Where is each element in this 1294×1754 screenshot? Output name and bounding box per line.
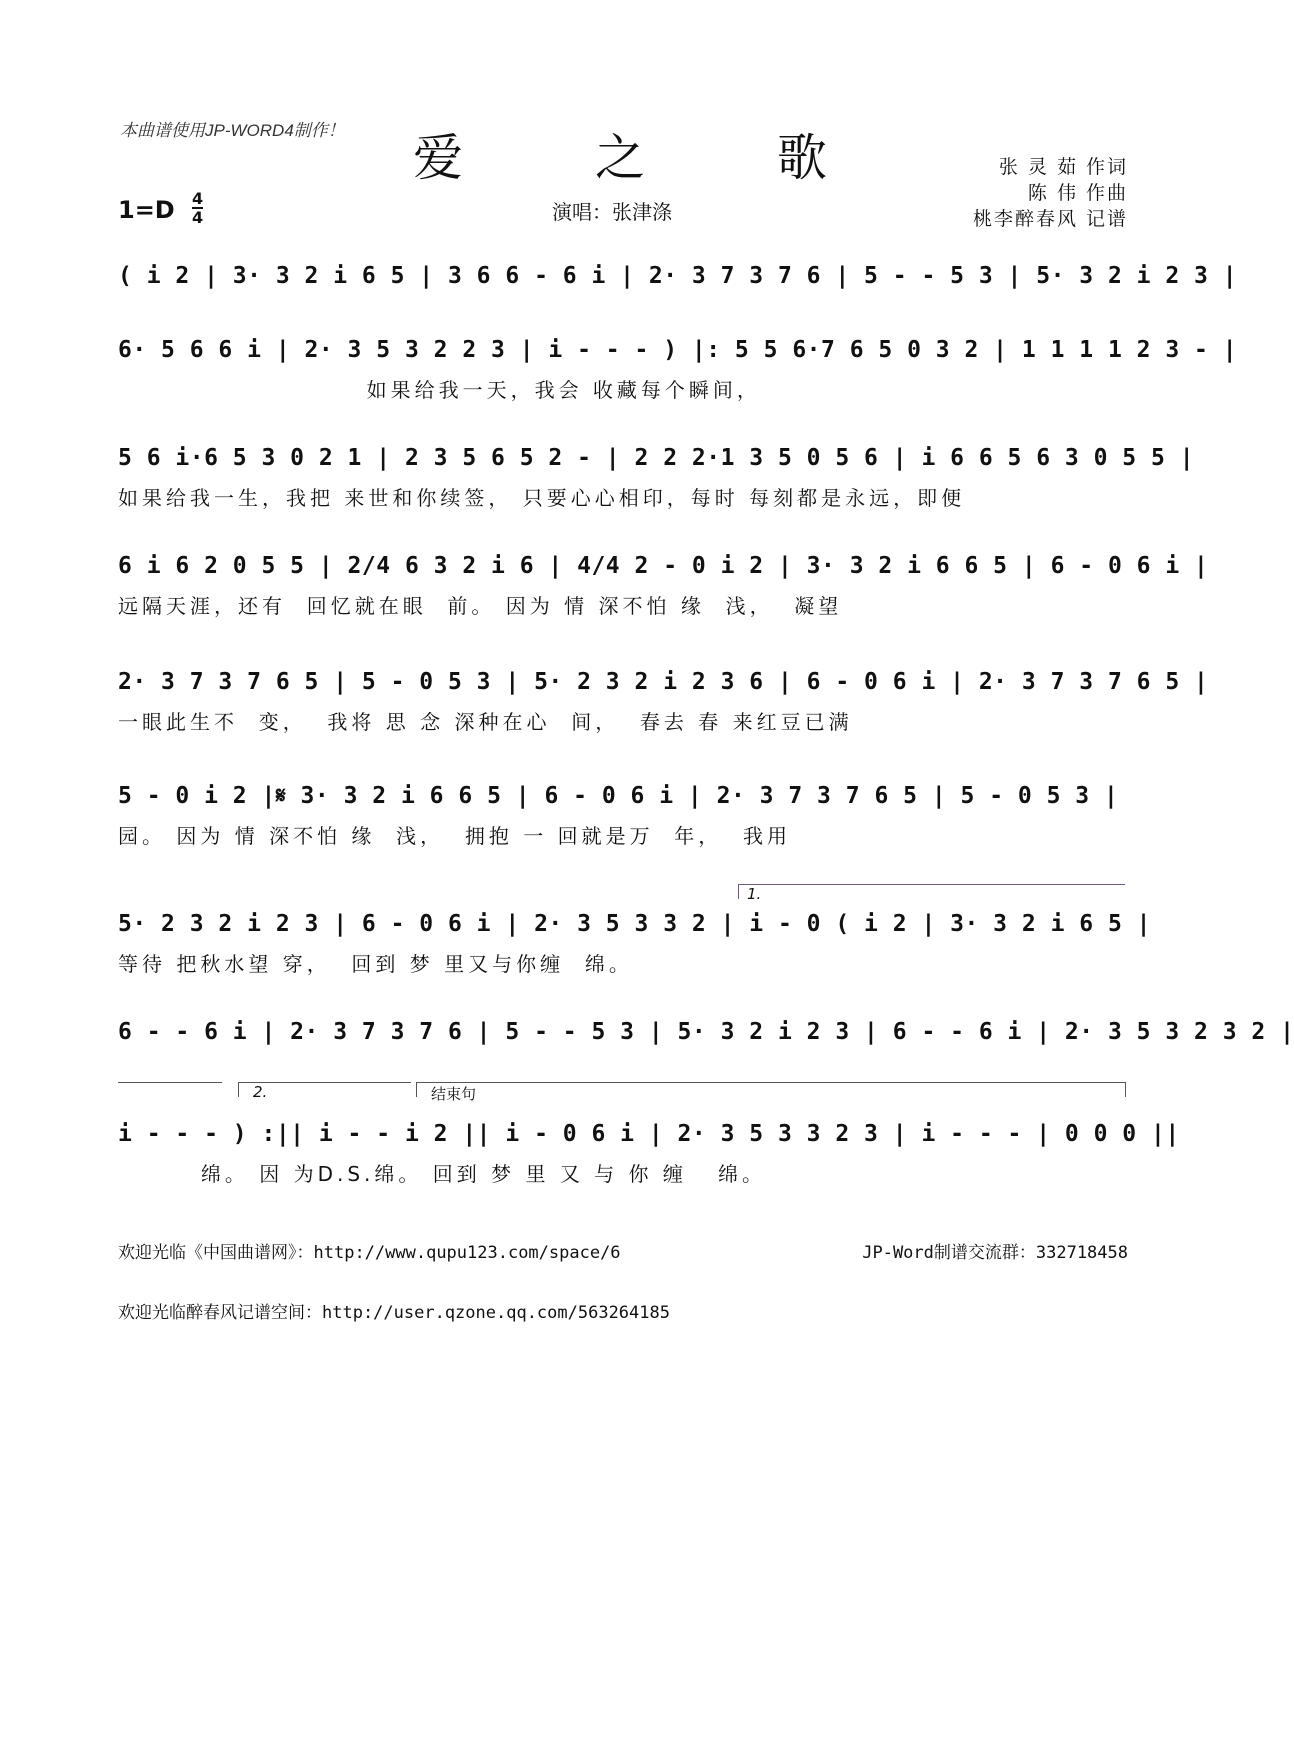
time-signature bbox=[192, 190, 203, 226]
notes-row: 5 6 i·6 5 3 0 2 1 | 2 3 5 6 5 2 - | 2 2 2·1 3 5 0 5 6 | i 6 6 5 6 3 0 5 5 | bbox=[118, 445, 1195, 471]
notes-row: 5· 2 3 2 i 2 3 | 6 - 0 6 i | 2· 3 5 3 3 2 | i - 0 ( i 2 | 3· 3 2 i 6 5 | bbox=[118, 911, 1151, 937]
key-label: 1=D bbox=[118, 196, 175, 224]
singer-label: 演唱：张津涤 bbox=[552, 200, 672, 224]
notes-row: 6 - - 6 i | 2· 3 7 3 7 6 | 5 - - 5 3 | 5· 3 2 i 2 3 | 6 - - 6 i | 2· 3 5 3 2 3 2 | bbox=[118, 1019, 1294, 1045]
lyricist-credit: 张 灵 茹 作词 bbox=[998, 156, 1128, 178]
composer-credit: 陈 伟 作曲 bbox=[1027, 182, 1128, 204]
made-with-note: 本曲谱使用JP-WORD4制作！ bbox=[120, 121, 345, 140]
notes-row: 6 i 6 2 0 5 5 | 2/4 6 3 2 i 6 | 4/4 2 - 0 i 2 | 3· 3 2 i 6 6 5 | 6 - 0 6 i | bbox=[118, 553, 1209, 579]
volta-second-label: 2. bbox=[253, 1083, 268, 1101]
repeat-line bbox=[118, 1082, 222, 1093]
footer-group: JP-Word制谱交流群：332718458 bbox=[862, 1243, 1128, 1263]
ending-bracket bbox=[416, 1082, 1126, 1103]
lyrics-row: 如果给我一生，我把 来世和你续签， 只要心心相印，每时 每刻都是永远，即便 bbox=[118, 486, 966, 510]
time-bottom: 4 bbox=[192, 208, 204, 227]
footer-site-link[interactable]: 欢迎光临《中国曲谱网》：http://www.qupu123.com/space/6 bbox=[118, 1243, 621, 1263]
notes-row: 2· 3 7 3 7 6 5 | 5 - 0 5 3 | 5· 2 3 2 i 2 3 6 | 6 - 0 6 i | 2· 3 7 3 7 6 5 | bbox=[118, 669, 1209, 695]
footer-space-link[interactable]: 欢迎光临醉春风记谱空间：http://user.qzone.qq.com/563264185 bbox=[118, 1303, 670, 1323]
notes-row: ( i 2 | 3· 3 2 i 6 5 | 3 6 6 - 6 i | 2· 3 7 3 7 6 | 5 - - 5 3 | 5· 3 2 i 2 3 | bbox=[118, 263, 1238, 289]
lyrics-row: 一眼此生不 变， 我将 思 念 深种在心 间， 春去 春 来红豆已满 bbox=[118, 710, 853, 734]
notes-row: 6· 5 6 6 i | 2· 3 5 3 2 2 3 | i - - - ) |: 5 5 6·7 6 5 0 3 2 | 1 1 1 1 2 3 - | bbox=[118, 337, 1238, 363]
lyrics-row: 绵。 因 为D.S.绵。 回到 梦 里 又 与 你 缠 绵。 bbox=[118, 1162, 766, 1186]
lyrics-row: 园。 因为 情 深不怕 缘 浅， 拥抱 一 回就是万 年， 我用 bbox=[118, 824, 792, 848]
transcriber-credit: 桃李醉春风 记谱 bbox=[972, 208, 1128, 230]
lyrics-row: 远隔天涯，还有 回忆就在眼 前。 因为 情 深不怕 缘 浅， 凝望 bbox=[118, 594, 843, 618]
volta-first-label: 1. bbox=[747, 885, 762, 903]
key-signature bbox=[118, 189, 204, 227]
volta-first-bracket bbox=[738, 884, 1125, 903]
notes-row: 5 - 0 i 2 |𝄋 3· 3 2 i 6 6 5 | 6 - 0 6 i | 2· 3 7 3 7 6 5 | 5 - 0 5 3 | bbox=[118, 783, 1119, 809]
volta-second-bracket bbox=[238, 1082, 411, 1101]
ending-label: 结束句 bbox=[431, 1085, 477, 1103]
notes-row: i - - - ) :|| i - - i 2 || i - 0 6 i | 2· 3 5 3 3 2 3 | i - - - | 0 0 0 || bbox=[118, 1121, 1180, 1147]
time-top: 4 bbox=[192, 189, 204, 208]
song-title: 爱 之 歌 bbox=[413, 129, 885, 187]
lyrics-row: 等待 把秋水望 穿， 回到 梦 里又与你缠 绵。 bbox=[118, 952, 633, 976]
lyrics-row: 如果给我一天，我会 收藏每个瞬间， bbox=[118, 378, 761, 402]
